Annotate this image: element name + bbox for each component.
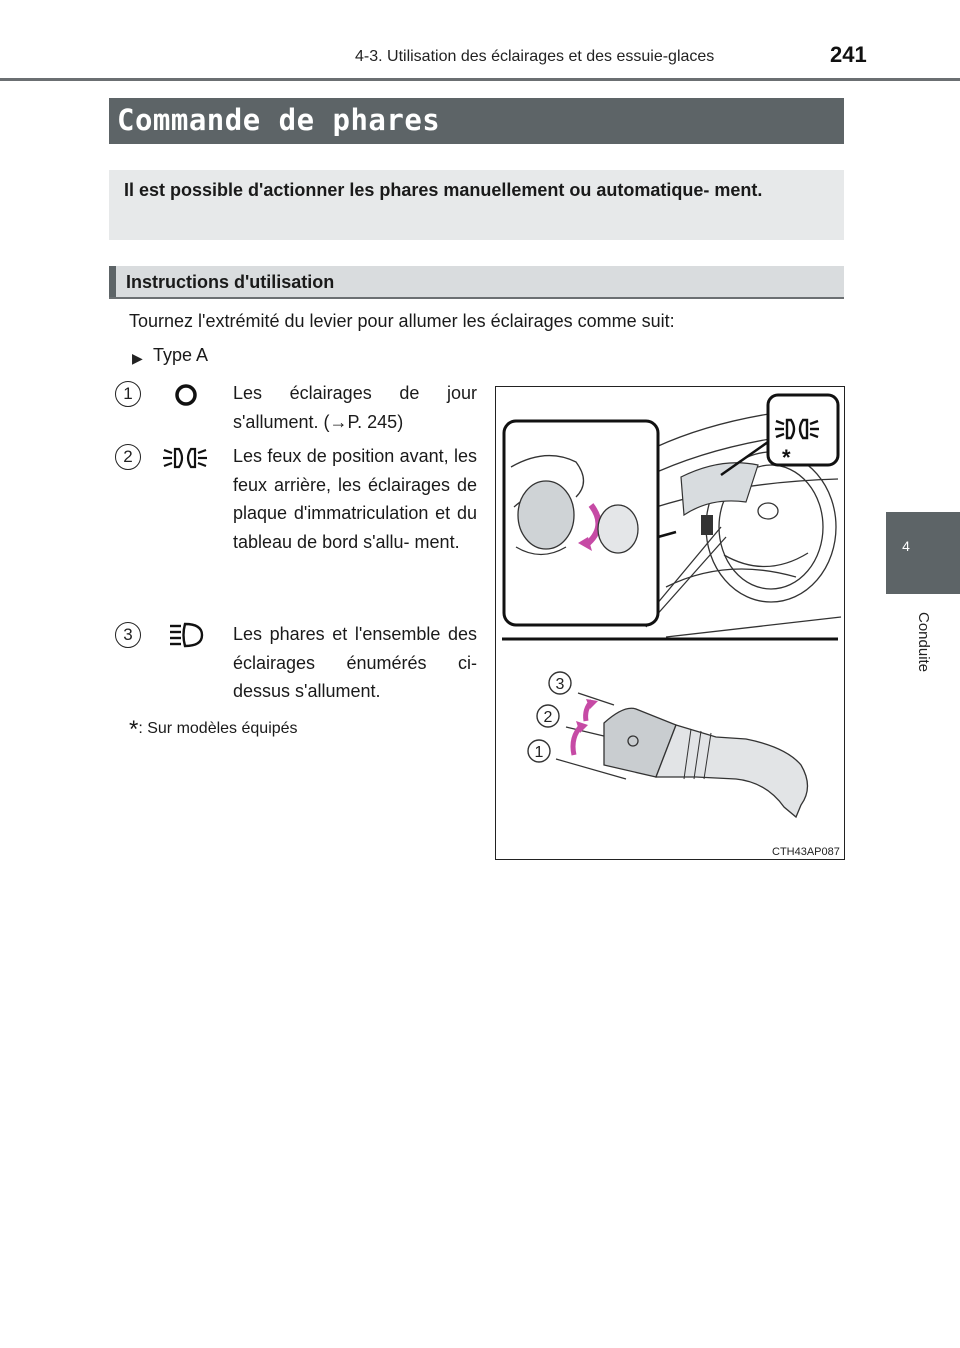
headlight-icon: [166, 621, 206, 649]
daytime-running-light-icon: [172, 383, 200, 407]
lever-stalk: [701, 515, 713, 535]
item-text: Les feux de position avant, les feux arrière, les éclairages de plaque d'immatriculation et du tableau de bord s'allu- ment.: [233, 446, 477, 552]
svg-text:3: 3: [555, 676, 565, 693]
subheading-marker: [109, 266, 116, 297]
footnote-text: : Sur modèles équipés: [138, 720, 298, 737]
item-number: 3: [115, 622, 141, 648]
footnote: [129, 716, 298, 744]
item-number: 2: [115, 444, 141, 470]
subheading-rule: [109, 297, 844, 299]
position-light-icon: [162, 444, 208, 472]
headlight-switch-illustration: [496, 387, 844, 859]
figure-callout: [528, 740, 550, 762]
lead-paragraph: Tournez l'extrémité du levier pour allumer les éclairages comme suit:: [129, 311, 675, 331]
intro-text: Il est possible d'actionner les phares manuellement ou automatique- ment.: [124, 180, 763, 200]
page-number: 241: [830, 42, 867, 67]
svg-text:1: 1: [534, 744, 544, 761]
type-label: Type A: [153, 345, 209, 365]
subheading: Instructions d'utilisation: [126, 272, 335, 292]
bullet-triangle-icon: ▶: [132, 350, 143, 366]
chapter-number: 4: [902, 538, 910, 554]
header-rule: [0, 78, 960, 81]
figure-callout: [537, 705, 559, 727]
figure: [495, 386, 845, 860]
item-text: Les phares et l'ensemble des éclairages énumérés ci-dessus s'allument.: [233, 624, 477, 702]
figure-callout: [549, 672, 571, 694]
chapter-label: Conduite: [915, 612, 932, 673]
figure-code: CTH43AP087: [772, 846, 840, 858]
page-title: Commande de phares: [117, 103, 441, 137]
svg-text:2: 2: [543, 709, 553, 726]
footnote-mark: *: [129, 716, 139, 743]
item-text: Les éclairages de jour s'allument. (→P. 245): [233, 383, 477, 432]
figure-asterisk: *: [782, 445, 791, 470]
section-title: 4-3. Utilisation des éclairages et des essuie-glaces: [355, 48, 715, 65]
item-number: 1: [115, 381, 141, 407]
